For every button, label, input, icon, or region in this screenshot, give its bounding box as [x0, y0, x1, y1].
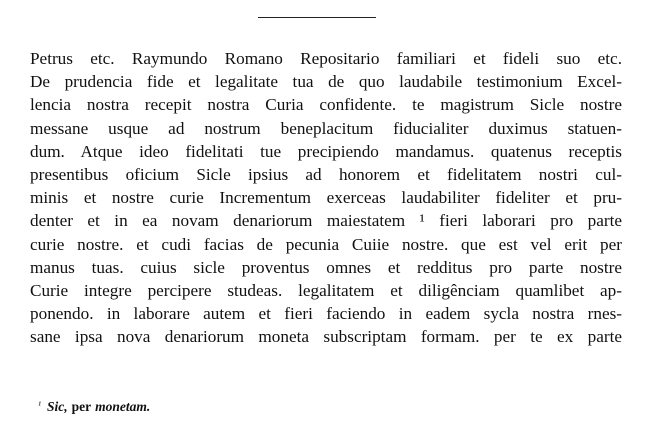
- text-line: messane usque ad nostrum beneplacitum fiducialiter duximus statuen-: [30, 118, 622, 138]
- text-line: lencia nostra recepit nostra Curia confidente. te magistrum Sicle nostre: [30, 95, 622, 115]
- text-line: Petrus etc. Raymundo Romano Repositario familiari et fideli suo etc.: [30, 49, 622, 68]
- text-line: presentibus oficium Sicle ipsius ad honorem et fidelitatem nostri cul-: [30, 164, 622, 184]
- text-line: denter et in ea novam denariorum maiestatem ¹ fieri laborari pro parte: [30, 211, 622, 231]
- text-line: curie nostre. et cudi facias de pecunia Cuiie nostre. que est vel erit per: [30, 234, 622, 254]
- footnote-mark: ¹: [38, 400, 41, 411]
- footnote: [38, 398, 150, 415]
- text-line: dum. Atque ideo fidelitati tue precipiendo mandamus. quatenus receptis: [30, 141, 622, 161]
- text-line: sane ipsa nova denariorum moneta subscriptam formam. per te ex parte: [30, 327, 622, 347]
- footnote-sic: Sic,: [47, 399, 68, 414]
- text-line: Curie integre percipere studeas. legalitatem et diligênciam quamlibet ap-: [30, 280, 622, 300]
- text-line: ponendo. in laborare autem et fieri faciendo in eadem sycla nostra rnes-: [30, 304, 622, 324]
- text-line: manus tuas. cuius sicle proventus omnes et redditus pro parte nostre: [30, 257, 622, 277]
- footnote-word: monetam.: [95, 399, 151, 414]
- text-line: De prudencia fide et legalitate tua de quo laudabile testimonium Excel-: [30, 72, 622, 92]
- text-line: minis et nostre curie Incrementum exerceas laudabiliter fideliter et pru-: [30, 188, 622, 208]
- document-body: [30, 47, 622, 348]
- header-rule: [258, 17, 376, 18]
- footnote-per: per: [71, 399, 92, 414]
